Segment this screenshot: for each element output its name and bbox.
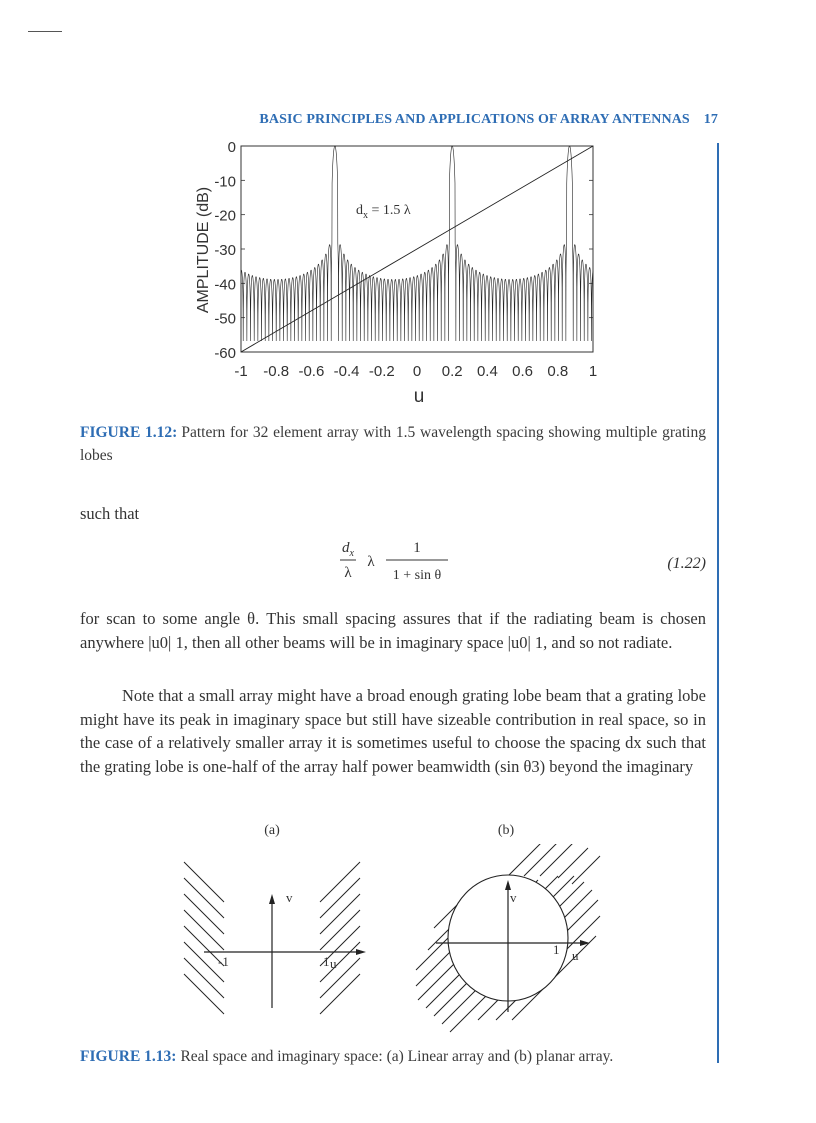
y-tick-label: -40	[214, 276, 236, 294]
grating-lobe-chart	[160, 138, 630, 410]
array-pattern-line	[241, 146, 593, 341]
panel-a-v-label: v	[286, 890, 293, 905]
x-tick-label: 0.8	[547, 363, 569, 380]
figure-1-12-caption-text: Pattern for 32 element array with 1.5 wavelength spacing showing multiple grating lobes	[80, 424, 706, 464]
paragraph-such-that: such that	[80, 504, 140, 523]
eq-lambda-den: λ	[344, 565, 352, 581]
panel-a-u-label: u	[330, 956, 337, 971]
x-tick-label: 0.4	[476, 363, 498, 380]
panel-b-tick: 1	[553, 942, 560, 957]
figure-1-13-caption	[80, 1045, 706, 1068]
figure-1-13-panel-a	[168, 820, 388, 1030]
panel-b-u-arrow	[580, 940, 590, 946]
y-tick-label: 0	[227, 139, 236, 156]
x-tick-label: 0.2	[441, 363, 463, 380]
y-tick-label: -30	[214, 242, 236, 259]
y-tick-label: -10	[214, 173, 236, 191]
paragraph-scan-angle: for scan to some angle θ. This small spacing assures that if the radiating beam is chosen anywhere |u0| 1, then all other beams will be in imaginary space |u0| 1, and so not radiate.	[80, 609, 706, 652]
y-axis-label: AMPLITUDE (dB)	[195, 186, 212, 314]
x-tick-label: 0.6	[512, 363, 534, 380]
panel-a-title: (a)	[264, 823, 280, 838]
equation-number: (1.22)	[667, 555, 706, 572]
panel-b-title: (b)	[497, 823, 515, 838]
x-tick-label: -0.4	[333, 363, 360, 380]
margin-rule	[717, 143, 719, 1063]
y-tick-label: -20	[214, 207, 236, 225]
y-tick-label: -50	[214, 310, 236, 328]
panel-b-u-label: u	[572, 948, 579, 963]
panel-b-v-arrow	[505, 880, 511, 890]
figure-1-13-label: FIGURE 1.13:	[80, 1048, 177, 1065]
running-head-title: BASIC PRINCIPLES AND APPLICATIONS OF ARRAY ANTENNAS	[259, 112, 690, 127]
x-tick-label: 1	[588, 363, 598, 380]
figure-1-13-panel-b	[408, 820, 608, 1035]
figure-1-13-caption-text: Real space and imaginary space: (a) Linear array and (b) planar array.	[180, 1048, 614, 1065]
panel-a-hatch-right	[320, 862, 360, 1014]
eq-lambda-mid: λ	[367, 554, 375, 570]
panel-a-u-arrow	[356, 949, 366, 955]
figure-1-12-label: FIGURE 1.12:	[80, 424, 178, 441]
equation-1-22	[330, 533, 450, 585]
panel-a-left-tick: -1	[218, 954, 229, 969]
x-tick-label: -0.2	[368, 363, 395, 380]
panel-a-v-arrow	[269, 894, 275, 904]
x-tick-label: -0.8	[263, 363, 290, 380]
running-head	[259, 112, 718, 128]
panel-b-v-label: v	[510, 890, 517, 905]
eq-denominator: 1 + sin θ	[392, 568, 442, 583]
page-number: 17	[703, 112, 718, 127]
x-axis-label: u	[413, 386, 425, 407]
x-tick-label: 0	[412, 363, 422, 380]
top-crop-mark	[28, 31, 62, 32]
eq-one: 1	[413, 540, 421, 556]
x-tick-label: -1	[234, 363, 248, 380]
panel-a-right-tick: 1	[323, 954, 330, 969]
chart-annotation: $d_x = 1.5$ λ	[356, 203, 411, 221]
eq-dx: $d_x$	[342, 540, 354, 559]
figure-1-12-caption	[80, 421, 706, 467]
paragraph-small-array: Note that a small array might have a broad enough grating lobe beam that a grating lobe might have its peak in imaginary space but still have sizeable contribution in real space, so in the case of a relatively smaller array it is sometimes useful to choose the spacing dx such that the grating lobe is one-half of the array half power beamwidth (sin θ3) beyond the imaginary	[80, 686, 706, 776]
panel-a-hatch-left	[184, 862, 224, 1014]
y-tick-label: -60	[214, 345, 236, 362]
x-tick-label: -0.6	[298, 363, 325, 380]
